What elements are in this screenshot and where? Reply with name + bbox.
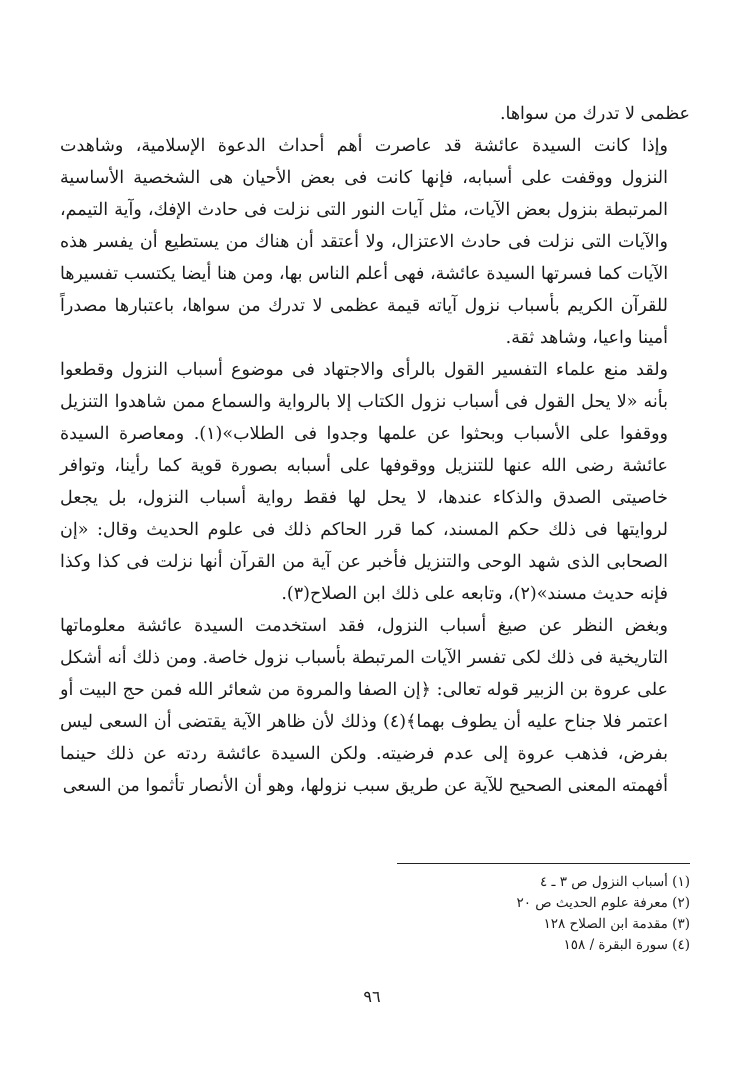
text-line: والآيات التى نزلت فى حادث الاعتزال، ولا أعتقد أن هناك من يستطيع أن يفسر هذه xyxy=(60,232,668,252)
footnote-divider xyxy=(397,863,690,864)
footnote-1: (١) أسباب النزول ص ٣ ـ ٤ xyxy=(539,874,690,890)
text-line: اعتمر فلا جناح عليه أن يطوف بهما﴾(٤) وذلك لأن ظاهر الآية يقتضى أن السعى ليس xyxy=(60,712,668,732)
text-line: الآيات كما فسرتها السيدة عائشة، فهى أعلم الناس بها، ومن هنا أيضا يكتسب تفسيرها xyxy=(60,264,668,284)
text-line: أمينا واعيا، وشاهد ثقة. xyxy=(505,328,668,348)
text-line: وبغض النظر عن صيغ أسباب النزول، فقد استخدمت السيدة عائشة معلوماتها xyxy=(60,616,668,636)
text-line: بأنه «لا يحل القول فى أسباب نزول الكتاب إلا بالرواية والسماع ممن شاهدوا التنزيل xyxy=(60,392,668,412)
text-line: على عروة بن الزبير قوله تعالى: ﴿إن الصفا والمروة من شعائر الله فمن حج البيت أو xyxy=(60,680,668,700)
text-line: التاريخية فى ذلك لكى تفسر الآيات المرتبطة بأسباب نزول خاصة. ومن ذلك أنه أشكل xyxy=(60,648,668,668)
text-line: بفرض، فذهب عروة إلى عدم فرضيته. ولكن السيدة عائشة ردته عن ذلك حينما xyxy=(60,744,668,764)
footnote-3: (٣) مقدمة ابن الصلاح ١٢٨ xyxy=(543,916,690,932)
text-line: عائشة رضى الله عنها للتنزيل ووقوفها على أسبابه بصورة قوية كما رأينا، وتوافر xyxy=(60,456,668,476)
text-line: لروايتها فى ذلك حكم المسند، كما قرر الحاكم ذلك فى علوم الحديث وقال: «إن xyxy=(60,520,668,540)
text-line: المرتبطة بنزول بعض الآيات، مثل آيات النور التى نزلت فى حادث الإفك، وآية التيمم، xyxy=(60,200,668,220)
paragraph xyxy=(60,354,690,610)
text-line: النزول ووقفت على أسبابه، فإنها كانت فى بعض الأحيان هى الشخصية الأساسية xyxy=(60,168,668,188)
footnote-4: (٤) سورة البقرة / ١٥٨ xyxy=(563,937,690,953)
page-number: ٩٦ xyxy=(363,987,381,1006)
text-line: أفهمته المعنى الصحيح للآية عن طريق سبب نزولها، وهو أن الأنصار تأثموا من السعى xyxy=(62,776,668,796)
paragraph xyxy=(60,610,690,802)
text-line: خاصيتى الصدق والذكاء عندها، لا يحل لها فقط رواية أسباب النزول، بل يجعل xyxy=(60,488,668,508)
text-line: عظمى لا تدرك من سواها. xyxy=(499,104,690,124)
text-line: للقرآن الكريم بأسباب نزول آياته قيمة عظمى لا تدرك من سواها، باعتبارها مصدراً xyxy=(60,296,668,316)
paragraph xyxy=(60,130,690,354)
text-line: فإنه حديث مسند»(٢)، وتابعه على ذلك ابن الصلاح(٣). xyxy=(281,584,668,604)
body-text xyxy=(60,98,690,802)
text-line: ووقفوا على الأسباب وبحثوا عن علمها وجدوا فى الطلاب»(١). ومعاصرة السيدة xyxy=(60,424,668,444)
footnote-2: (٢) معرفة علوم الحديث ص ٢٠ xyxy=(516,895,690,911)
text-line: ولقد منع علماء التفسير القول بالرأى والاجتهاد فى موضوع أسباب النزول وقطعوا xyxy=(60,360,668,380)
footnotes xyxy=(390,872,690,956)
text-line: وإذا كانت السيدة عائشة قد عاصرت أهم أحداث الدعوة الإسلامية، وشاهدت xyxy=(60,136,668,156)
paragraph xyxy=(60,98,690,130)
text-line: الصحابى الذى شهد الوحى والتنزيل فأخبر عن آية من القرآن أنها نزلت فى كذا وكذا xyxy=(60,552,668,572)
